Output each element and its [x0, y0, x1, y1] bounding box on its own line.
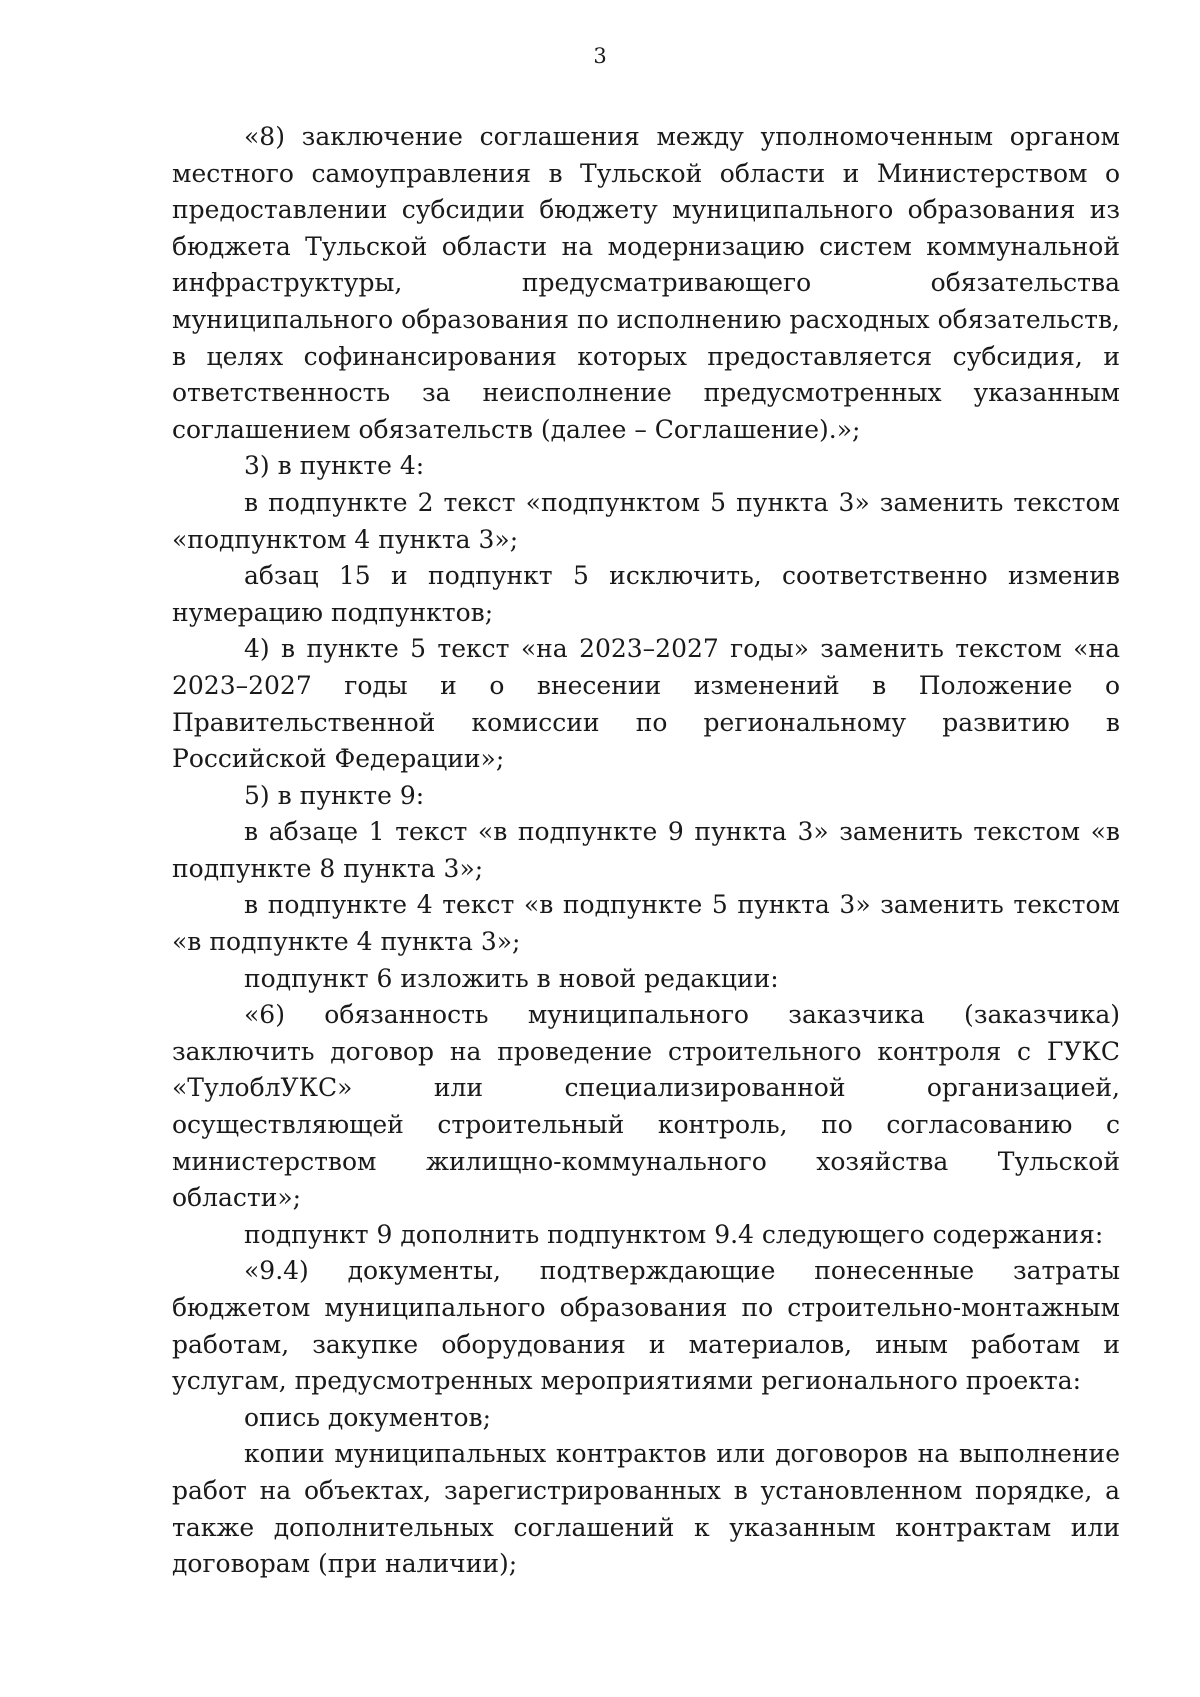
paragraph-item-3-abzac-15: абзац 15 и подпункт 5 исключить, соответственно изменив нумерацию подпунктов;	[172, 561, 1120, 627]
paragraph-item-5-sub-6: подпункт 6 изложить в новой редакции:	[244, 963, 779, 993]
paragraph-subclause-9-4: «9.4) документы, подтверждающие понесенные затраты бюджетом муниципального образования по строительно-монтажным работам, закупке оборудования и материалов, иным работам и услугам, предусмотренных мероприятиями регионального проекта:	[172, 1256, 1120, 1396]
paragraph-subclause-6: «6) обязанность муниципального заказчика (заказчика) заключить договор на проведение строительного контроля с ГУКС «ТулоблУКС» или специализированной организацией, осуществляющей строительный контроль, по согласованию с министерством жилищно-коммунального хозяйства Тульской области»;	[172, 1000, 1120, 1213]
paragraph-item-3: 3) в пункте 4:	[244, 451, 425, 481]
paragraph-item-5-sub-9: подпункт 9 дополнить подпунктом 9.4 следующего содержания:	[244, 1219, 1104, 1249]
paragraph-contract-copies: копии муниципальных контрактов или договоров на выполнение работ на объектах, зарегистрированных в установленном порядке, а также дополнительных соглашений к указанным контрактам или договорам (при наличии);	[172, 1439, 1120, 1579]
page-number: 3	[593, 44, 607, 68]
paragraph-item-4: 4) в пункте 5 текст «на 2023–2027 годы» заменить текстом «на 2023–2027 годы и о внесении изменений в Положение о Правительственной комиссии по региональному развитию в Российской Федерации»;	[172, 634, 1120, 774]
document-body	[172, 119, 1120, 1583]
paragraph-item-5-sub-4: в подпункте 4 текст «в подпункте 5 пункта 3» заменить текстом «в подпункте 4 пункта 3»;	[172, 890, 1120, 957]
paragraph-subclause-8: «8) заключение соглашения между уполномоченным органом местного самоуправления в Тульской области и Министерством о предоставлении субсидии бюджету муниципального образования из бюджета Тульской области на модернизацию систем коммунальной инфраструктуры, предусматривающего обязательства муниципального образования по исполнению расходных обязательств, в целях софинансирования которых предоставляется субсидия, и ответственность за неисполнение предусмотренных указанным соглашением обязательств (далее – Соглашение).»;	[172, 122, 1120, 444]
paragraph-document-list: опись документов;	[244, 1402, 491, 1432]
paragraph-item-3-sub-2: в подпункте 2 текст «подпунктом 5 пункта 3» заменить текстом «подпунктом 4 пункта 3»;	[172, 487, 1120, 554]
paragraph-item-5: 5) в пункте 9:	[244, 780, 425, 810]
paragraph-item-5-abzac-1: в абзаце 1 текст «в подпункте 9 пункта 3» заменить текстом «в подпункте 8 пункта 3»;	[172, 817, 1120, 883]
